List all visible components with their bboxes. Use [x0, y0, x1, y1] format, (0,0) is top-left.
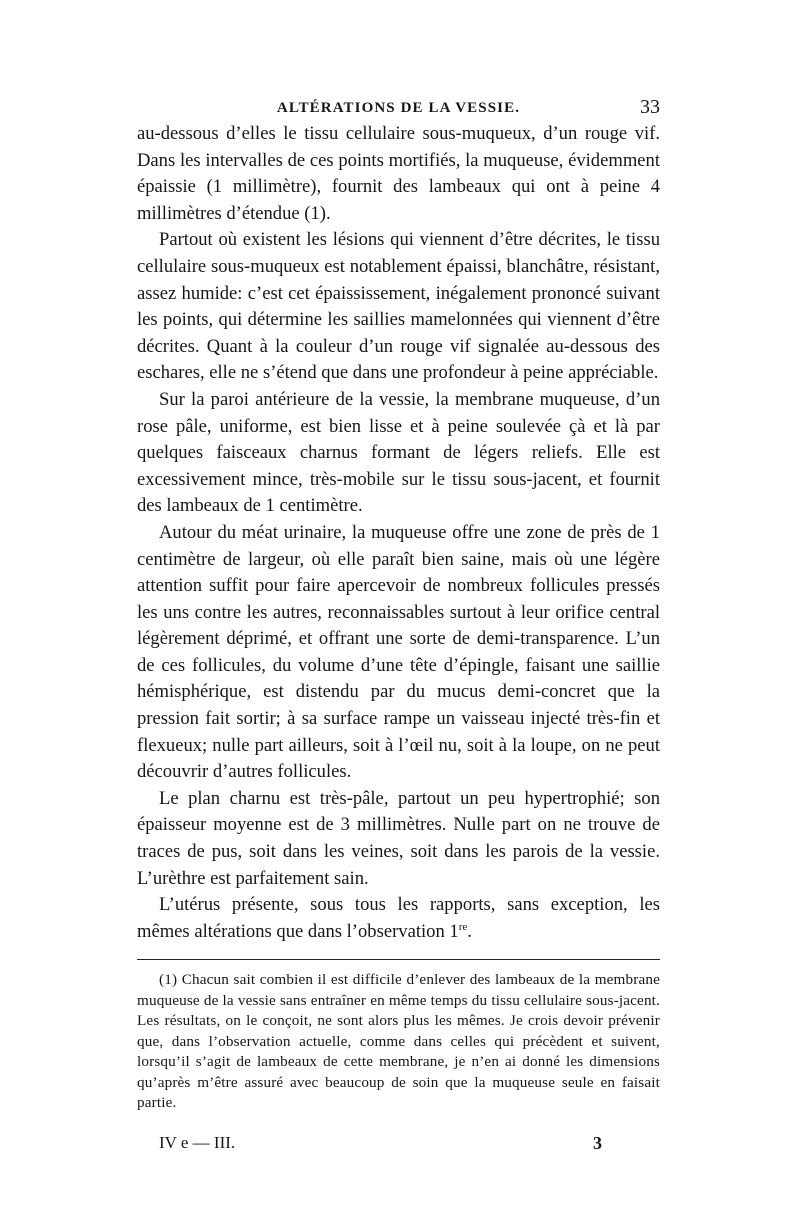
- paragraph-3: Sur la paroi antérieure de la vessie, la membrane muqueuse, d’un rose pâle, uniforme, est bien lisse et à peine soulevée çà et là par quelques faisceaux charnus formant de légers reliefs. Elle est excessivement mince, très-mobile sur le tissu sous-jacent, et fournit des lambeaux de 1 centimètre.: [137, 388, 660, 517]
- paragraph-1: au-dessous d’elles le tissu cellulaire sous-muqueux, d’un rouge vif. Dans les intervalles de ces points mortifiés, la muqueuse, évidemment épaissie (1 millimètre), fournit des lambeaux qui ont à peine 4 millimètres d’étendue (1).: [137, 123, 660, 224]
- paragraph-4: Autour du méat urinaire, la muqueuse offre une zone de près de 1 centimètre de largeur, où elle paraît bien saine, mais où une légère attention suffit pour faire apercevoir de nombreux follicules pressés les uns contre les autres, reconnaissables surtout à leur orifice central légèrement déprimé, et offrant une sorte de demi-transparence. L’un de ces follicules, du volume d’une tête d’épingle, faisant une saillie hémisphérique, est distendu par du mucus demi-concret que la pression fait sortir; à sa surface rampe un vaisseau injecté très-fin et flexueux; nulle part ailleurs, soit à l’œil nu, soit à la loupe, on ne peut découvrir d’autres follicules.: [137, 521, 660, 783]
- main-text: [137, 121, 660, 945]
- footnote-rule: [137, 959, 660, 960]
- book-page: [137, 94, 660, 1159]
- running-head: [137, 94, 660, 124]
- signature-mark: IV e — III.: [159, 1133, 236, 1153]
- paragraph-2: Partout où existent les lésions qui viennent d’être décrites, le tissu cellulaire sous-muqueux est notablement épaissi, blanchâtre, résistant, assez humide: c’est cet épaississement, inégalement prononcé suivant les points, qui détermine les saillies mamelonnées qui viennent d’être décrites. Quant à la couleur d’un rouge vif signalée au-dessous des eschares, elle ne s’étend que dans une profondeur à peine appréciable.: [137, 229, 660, 384]
- page-number: 33: [640, 96, 660, 118]
- paragraph-6-end: .: [467, 920, 472, 942]
- paragraph-6-text: L’utérus présente, sous tous les rapports, sans exception, les mêmes altérations que dans l’observation 1: [137, 894, 660, 942]
- footnote: (1) Chacun sait combien il est difficile d’enlever des lambeaux de la membrane muqueuse de la vessie sans entraîner en même temps du tissu cellulaire sous-jacent. Les résultats, on le conçoit, ne sont alors plus les mêmes. Je crois devoir prévenir que, dans l’observation actuelle, comme dans celles qui précèdent et suivent, lorsqu’il s’agit de lambeaux de cette membrane, je n’en ai donné les dimensions qu’après m’être assuré avec beaucoup de soin que la muqueuse seule en faisait partie.: [137, 971, 660, 1112]
- paragraph-6: [137, 892, 660, 945]
- signature-number: 3: [593, 1133, 602, 1154]
- signature-line: [137, 1129, 660, 1159]
- running-title: ALTÉRATIONS DE LA VESSIE.: [276, 100, 521, 116]
- paragraph-5: Le plan charnu est très-pâle, partout un peu hypertrophié; son épaisseur moyenne est de 3 millimètres. Nulle part on ne trouve de traces de pus, soit dans les veines, soit dans les parois de la vessie. L’urèthre est parfaitement sain.: [137, 787, 660, 889]
- paragraph-6-superscript: re: [458, 920, 468, 933]
